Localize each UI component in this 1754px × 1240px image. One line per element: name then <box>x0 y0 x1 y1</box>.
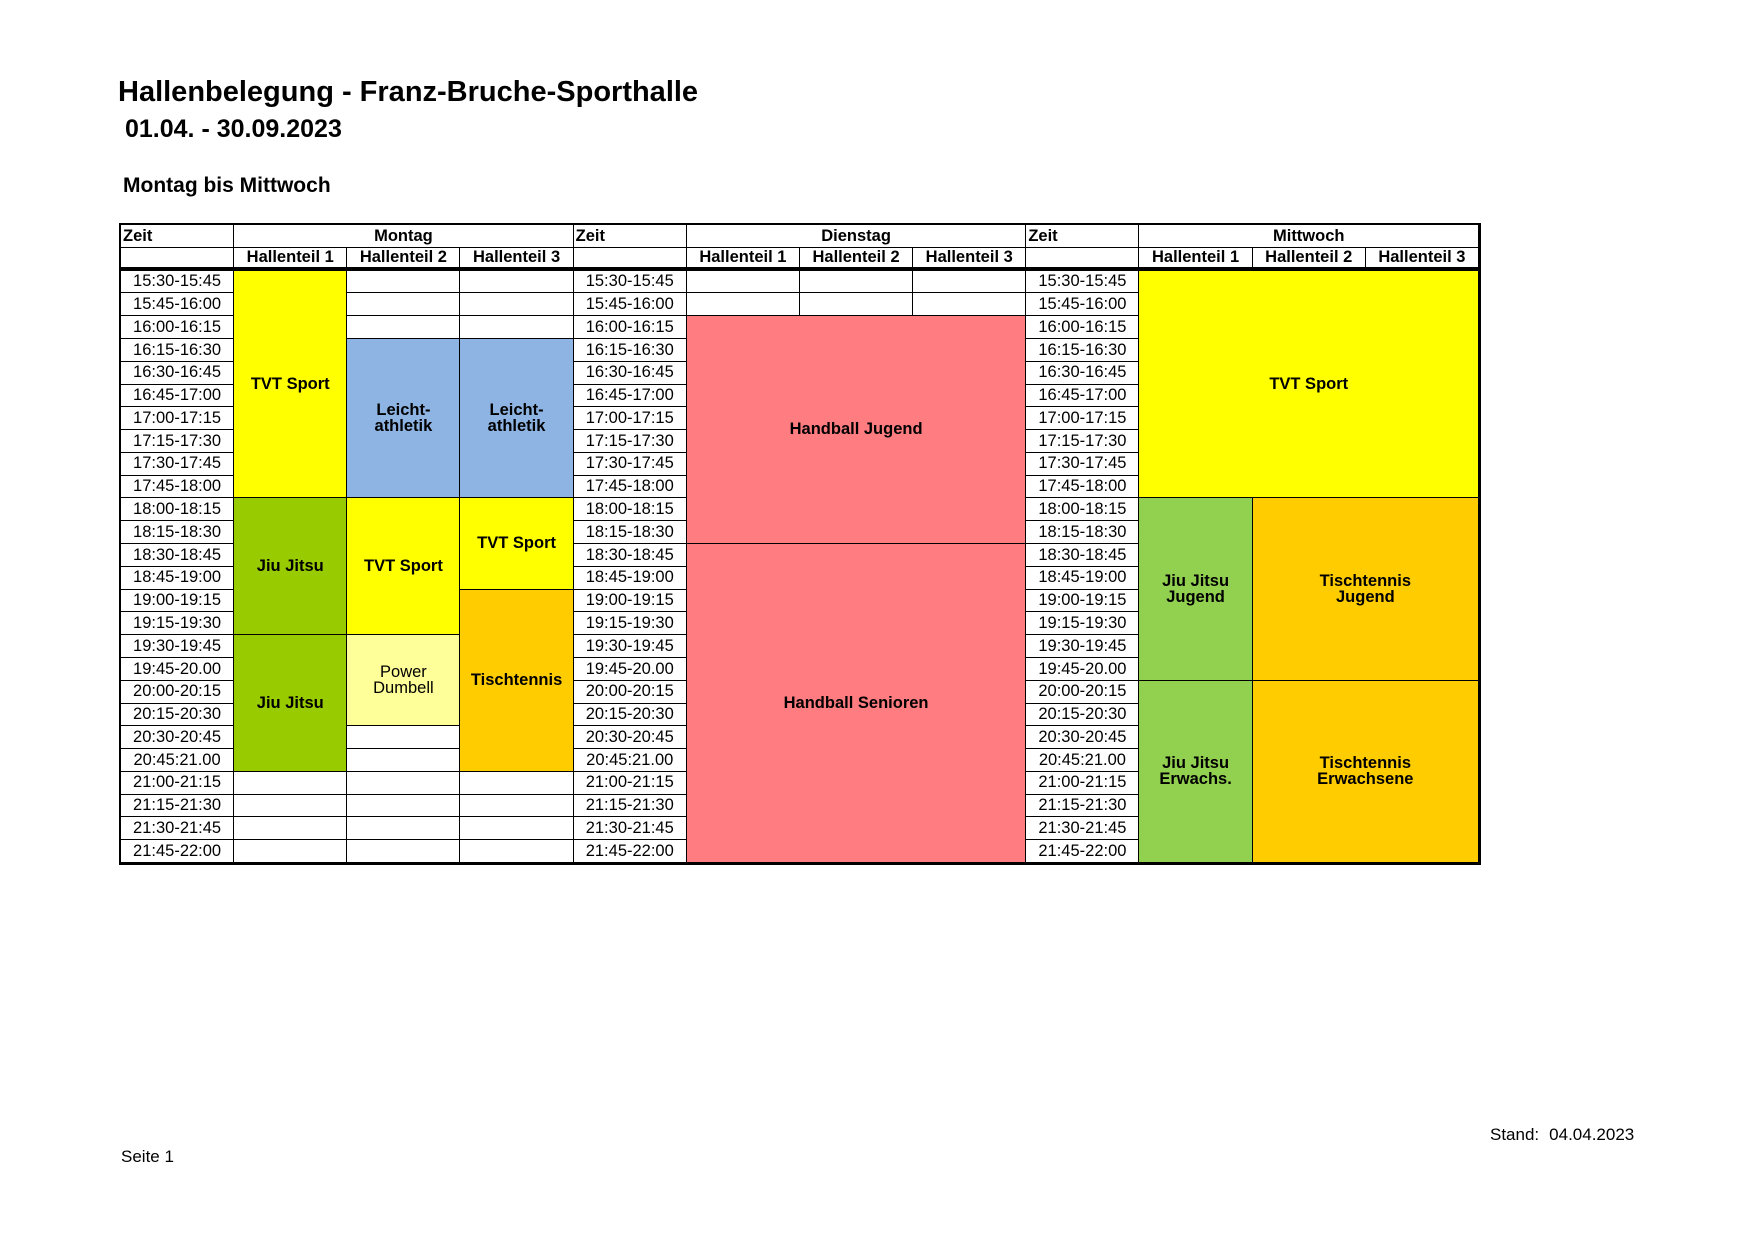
booking-block: Jiu Jitsu <box>234 635 347 772</box>
zeit-header: Zeit <box>574 225 687 248</box>
time-cell: 18:15-18:30 <box>574 521 687 544</box>
time-cell: 15:45-16:00 <box>574 293 687 316</box>
booking-block: Tischtennis Erwachsene <box>1253 681 1479 863</box>
empty-slot <box>234 772 347 795</box>
time-cell: 20:45:21.00 <box>121 749 234 772</box>
time-cell: 18:15-18:30 <box>1026 521 1139 544</box>
time-cell: 19:45-20.00 <box>1026 658 1139 681</box>
stand-value: 04.04.2023 <box>1549 1125 1635 1144</box>
time-cell: 18:30-18:45 <box>1026 544 1139 567</box>
page-title: Hallenbelegung - Franz-Bruche-Sporthalle <box>118 76 699 108</box>
time-cell: 15:30-15:45 <box>574 271 687 294</box>
empty-slot <box>347 316 460 339</box>
empty-slot <box>347 271 460 294</box>
day-header-montag: Montag <box>234 225 574 248</box>
time-cell: 19:15-19:30 <box>1026 612 1139 635</box>
empty-slot <box>460 271 573 294</box>
time-cell: 16:45-17:00 <box>574 385 687 408</box>
booking-block: Jiu Jitsu Jugend <box>1139 498 1252 680</box>
hallenteil-header: Hallenteil 1 <box>1139 248 1252 271</box>
day-header-dienstag: Dienstag <box>687 225 1027 248</box>
empty-slot <box>347 817 460 840</box>
time-cell: 16:15-16:30 <box>121 339 234 362</box>
time-cell: 16:30-16:45 <box>574 362 687 385</box>
booking-block: Handball Senioren <box>687 544 1027 863</box>
time-cell: 17:00-17:15 <box>1026 407 1139 430</box>
time-cell: 19:00-19:15 <box>574 590 687 613</box>
empty-slot <box>347 772 460 795</box>
time-cell: 20:30-20:45 <box>121 726 234 749</box>
hallenteil-header: Hallenteil 3 <box>913 248 1026 271</box>
time-cell: 21:00-21:15 <box>1026 772 1139 795</box>
empty-slot <box>800 271 913 294</box>
empty-slot <box>460 817 573 840</box>
time-cell: 15:45-16:00 <box>1026 293 1139 316</box>
time-cell: 19:15-19:30 <box>121 612 234 635</box>
time-cell: 21:30-21:45 <box>1026 817 1139 840</box>
hallenteil-header: Hallenteil 3 <box>460 248 573 271</box>
time-cell: 19:30-19:45 <box>121 635 234 658</box>
time-cell: 17:15-17:30 <box>1026 430 1139 453</box>
empty-slot <box>347 795 460 818</box>
empty-slot <box>347 726 460 749</box>
time-cell: 20:15-20:30 <box>1026 704 1139 727</box>
booking-block: Leicht- athletik <box>460 339 573 499</box>
time-cell: 18:45-19:00 <box>121 567 234 590</box>
time-cell: 20:00-20:15 <box>574 681 687 704</box>
time-cell: 16:00-16:15 <box>1026 316 1139 339</box>
time-cell: 20:30-20:45 <box>574 726 687 749</box>
time-cell: 20:15-20:30 <box>574 704 687 727</box>
time-cell: 17:30-17:45 <box>121 453 234 476</box>
time-cell: 20:15-20:30 <box>121 704 234 727</box>
day-header-mittwoch: Mittwoch <box>1139 225 1479 248</box>
booking-block: TVT Sport <box>347 498 460 635</box>
time-cell: 21:30-21:45 <box>121 817 234 840</box>
time-cell: 16:15-16:30 <box>1026 339 1139 362</box>
schedule-table <box>119 223 1481 865</box>
time-cell: 18:00-18:15 <box>574 498 687 521</box>
time-cell: 18:15-18:30 <box>121 521 234 544</box>
time-cell: 17:45-18:00 <box>121 476 234 499</box>
stand-date <box>1490 1125 1634 1145</box>
hallenteil-header: Hallenteil 2 <box>347 248 460 271</box>
time-cell: 16:30-16:45 <box>1026 362 1139 385</box>
time-cell: 16:30-16:45 <box>121 362 234 385</box>
booking-block: TVT Sport <box>460 498 573 589</box>
time-cell: 18:00-18:15 <box>1026 498 1139 521</box>
booking-block: Power Dumbell <box>347 635 460 726</box>
time-cell: 21:45-22:00 <box>1026 840 1139 863</box>
time-cell: 21:15-21:30 <box>121 795 234 818</box>
empty-slot <box>460 316 573 339</box>
hallenteil-header: Hallenteil 3 <box>1366 248 1479 271</box>
time-cell: 16:00-16:15 <box>574 316 687 339</box>
zeit-header-blank <box>574 248 687 271</box>
time-cell: 21:30-21:45 <box>574 817 687 840</box>
time-cell: 16:00-16:15 <box>121 316 234 339</box>
time-cell: 21:15-21:30 <box>574 795 687 818</box>
time-cell: 18:30-18:45 <box>121 544 234 567</box>
time-cell: 15:30-15:45 <box>1026 271 1139 294</box>
time-cell: 17:30-17:45 <box>574 453 687 476</box>
time-cell: 21:45-22:00 <box>574 840 687 863</box>
time-cell: 16:45-17:00 <box>121 385 234 408</box>
time-cell: 15:45-16:00 <box>121 293 234 316</box>
time-cell: 21:00-21:15 <box>574 772 687 795</box>
section-title: Montag bis Mittwoch <box>123 174 331 197</box>
time-cell: 19:30-19:45 <box>574 635 687 658</box>
time-cell: 18:00-18:15 <box>121 498 234 521</box>
empty-slot <box>687 271 800 294</box>
empty-slot <box>800 293 913 316</box>
time-cell: 21:00-21:15 <box>121 772 234 795</box>
booking-block: Tischtennis Jugend <box>1253 498 1479 680</box>
time-cell: 16:45-17:00 <box>1026 385 1139 408</box>
booking-block: Tischtennis <box>460 590 573 772</box>
booking-block: Handball Jugend <box>687 316 1027 544</box>
empty-slot <box>913 271 1026 294</box>
time-cell: 15:30-15:45 <box>121 271 234 294</box>
empty-slot <box>460 795 573 818</box>
time-cell: 17:00-17:15 <box>121 407 234 430</box>
booking-block: Jiu Jitsu Erwachs. <box>1139 681 1252 863</box>
time-cell: 17:15-17:30 <box>574 430 687 453</box>
hallenteil-header: Hallenteil 1 <box>234 248 347 271</box>
time-cell: 17:00-17:15 <box>574 407 687 430</box>
empty-slot <box>687 293 800 316</box>
empty-slot <box>460 293 573 316</box>
time-cell: 18:45-19:00 <box>1026 567 1139 590</box>
booking-block: Jiu Jitsu <box>234 498 347 635</box>
empty-slot <box>234 817 347 840</box>
time-cell: 19:15-19:30 <box>574 612 687 635</box>
time-cell: 18:45-19:00 <box>574 567 687 590</box>
stand-label: Stand: <box>1490 1125 1540 1144</box>
empty-slot <box>347 840 460 863</box>
time-cell: 19:45-20.00 <box>574 658 687 681</box>
time-cell: 17:30-17:45 <box>1026 453 1139 476</box>
empty-slot <box>234 840 347 863</box>
time-cell: 19:00-19:15 <box>1026 590 1139 613</box>
empty-slot <box>913 293 1026 316</box>
time-cell: 18:30-18:45 <box>574 544 687 567</box>
time-cell: 17:15-17:30 <box>121 430 234 453</box>
zeit-header: Zeit <box>1026 225 1139 248</box>
booking-block: TVT Sport <box>234 271 347 499</box>
hallenteil-header: Hallenteil 2 <box>800 248 913 271</box>
time-cell: 20:00-20:15 <box>121 681 234 704</box>
empty-slot <box>460 772 573 795</box>
time-cell: 17:45-18:00 <box>1026 476 1139 499</box>
time-cell: 21:15-21:30 <box>1026 795 1139 818</box>
period: 01.04. - 30.09.2023 <box>125 115 342 143</box>
page-number: Seite 1 <box>121 1147 174 1166</box>
zeit-header-blank <box>121 248 234 271</box>
time-cell: 17:45-18:00 <box>574 476 687 499</box>
time-cell: 20:45:21.00 <box>1026 749 1139 772</box>
time-cell: 19:30-19:45 <box>1026 635 1139 658</box>
time-cell: 21:45-22:00 <box>121 840 234 863</box>
hallenteil-header: Hallenteil 1 <box>687 248 800 271</box>
booking-block: TVT Sport <box>1139 271 1479 499</box>
time-cell: 20:00-20:15 <box>1026 681 1139 704</box>
time-cell: 19:00-19:15 <box>121 590 234 613</box>
zeit-header: Zeit <box>121 225 234 248</box>
hallenteil-header: Hallenteil 2 <box>1253 248 1366 271</box>
booking-block: Leicht- athletik <box>347 339 460 499</box>
time-cell: 20:30-20:45 <box>1026 726 1139 749</box>
time-cell: 16:15-16:30 <box>574 339 687 362</box>
zeit-header-blank <box>1026 248 1139 271</box>
empty-slot <box>460 840 573 863</box>
time-cell: 19:45-20.00 <box>121 658 234 681</box>
empty-slot <box>347 749 460 772</box>
time-cell: 20:45:21.00 <box>574 749 687 772</box>
empty-slot <box>234 795 347 818</box>
empty-slot <box>347 293 460 316</box>
